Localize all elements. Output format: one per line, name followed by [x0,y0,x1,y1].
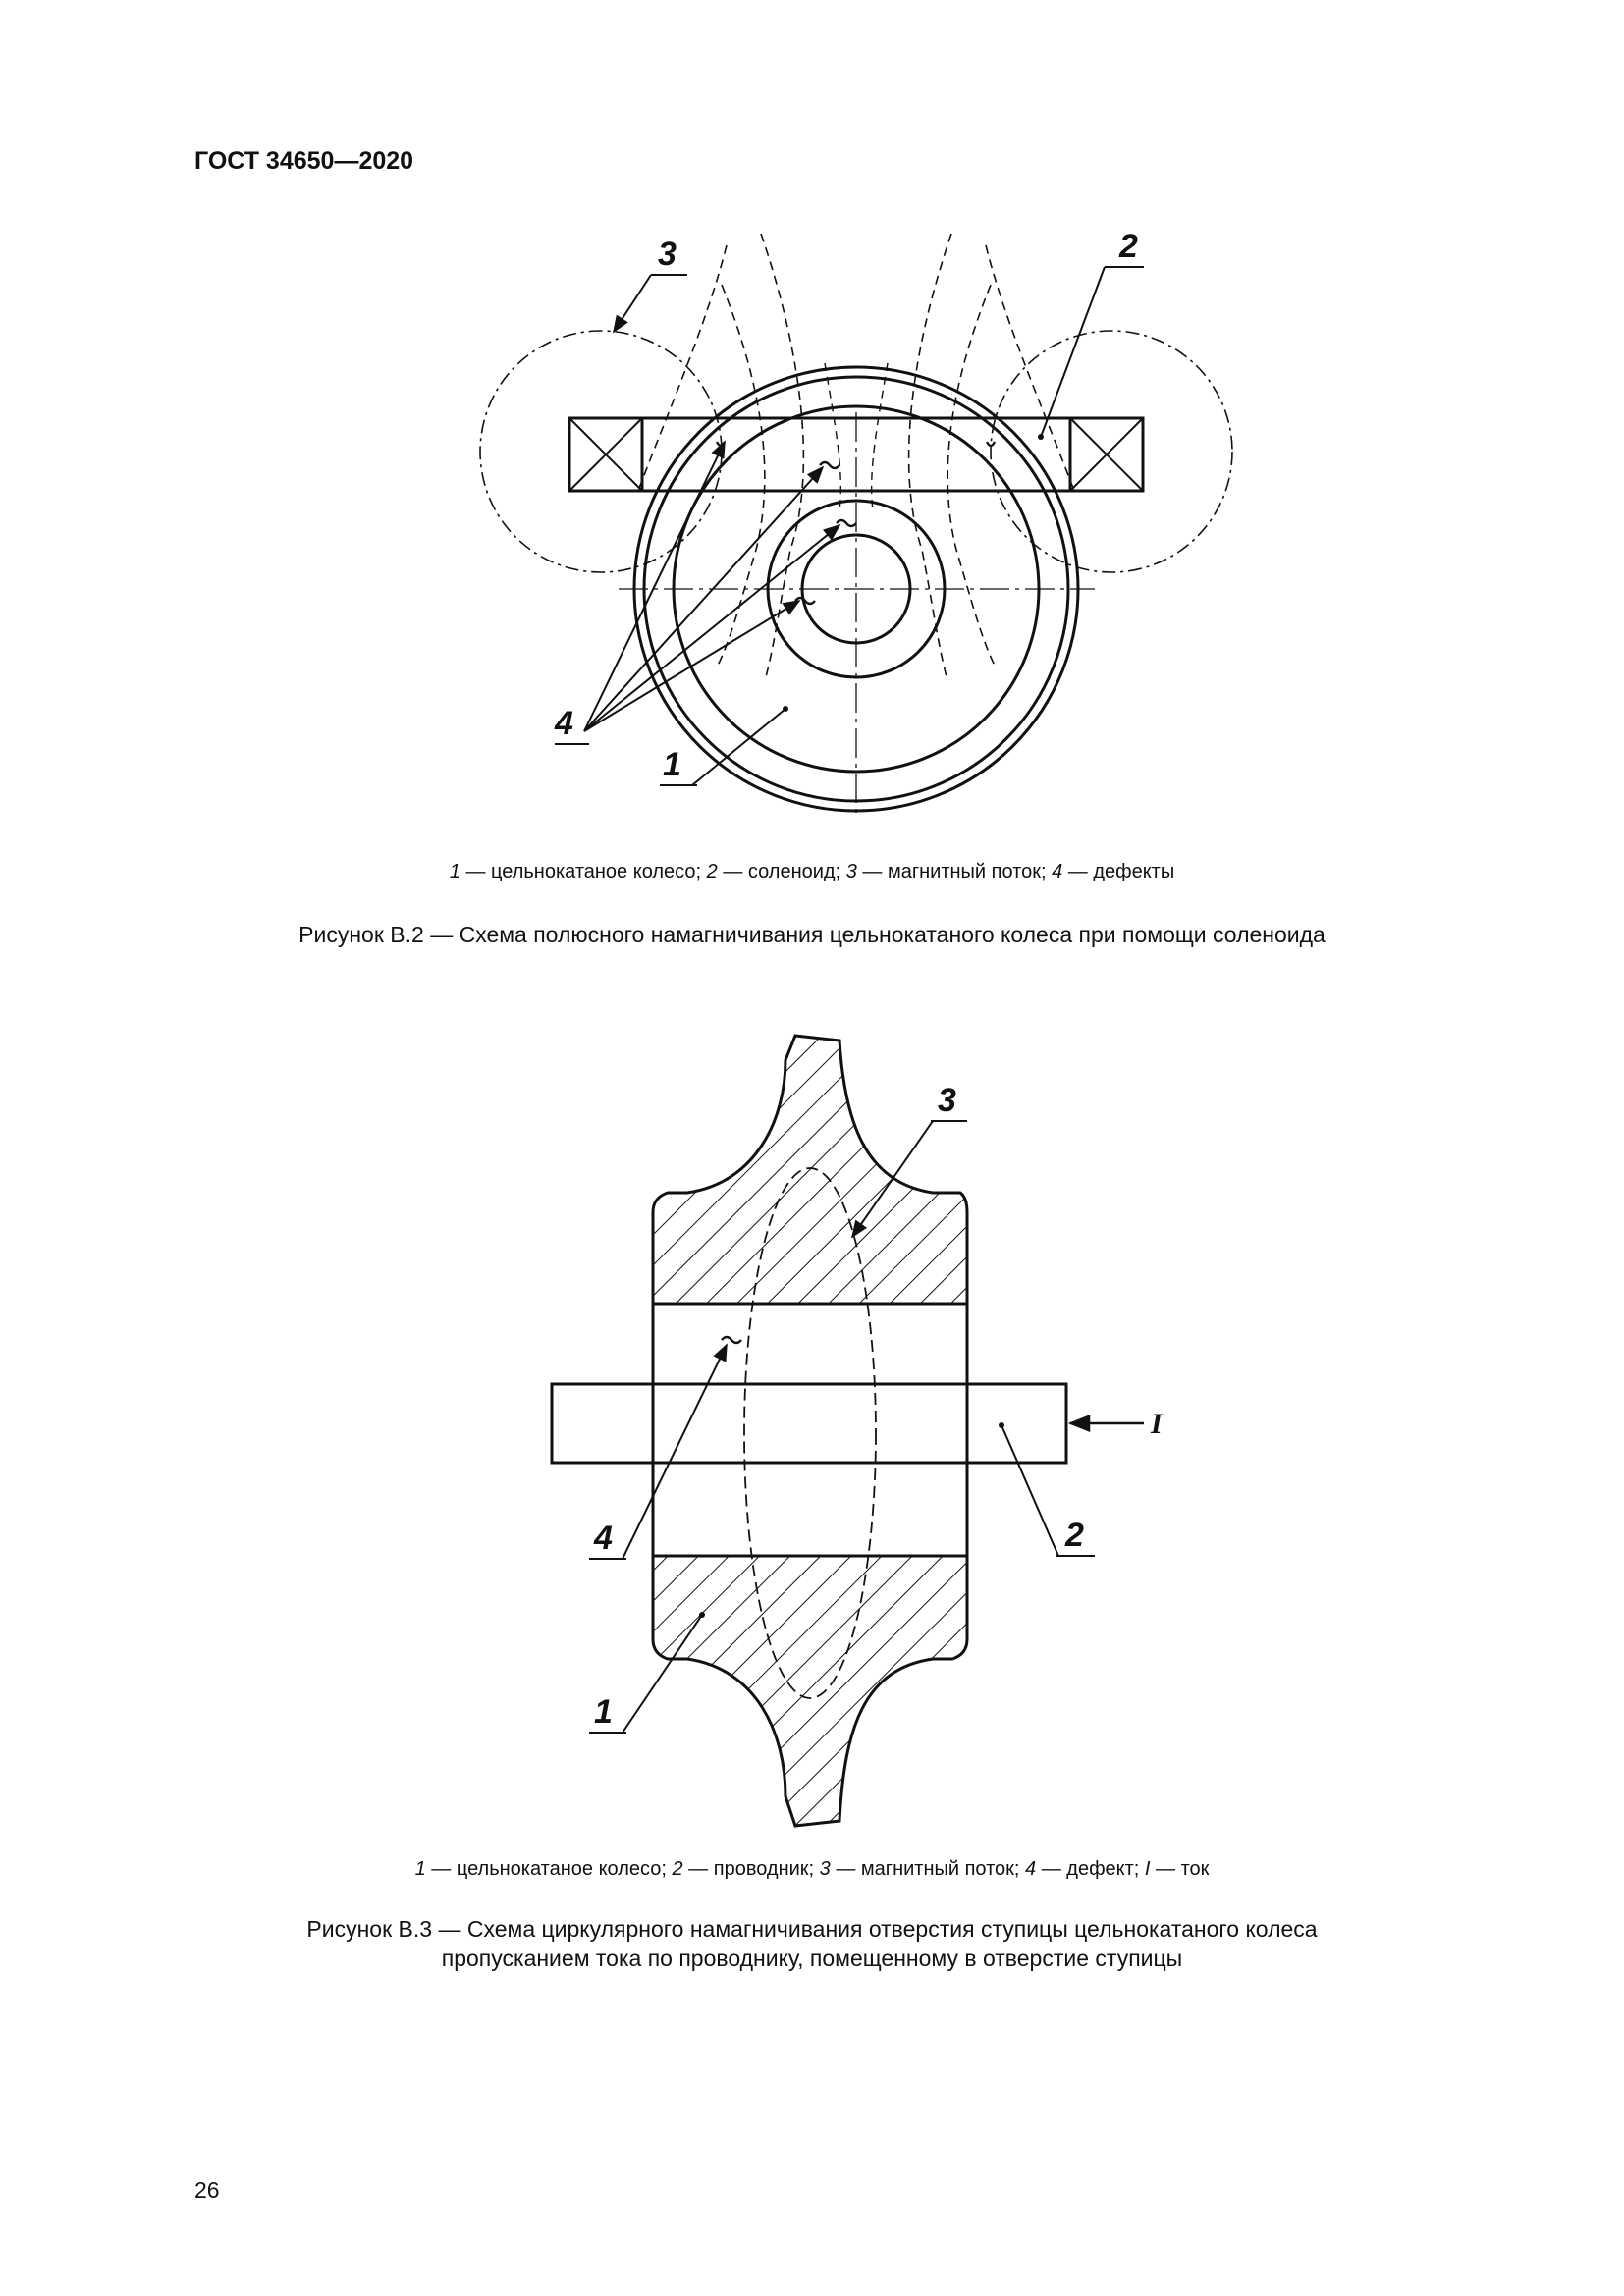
page-number: 26 [194,2177,220,2203]
wheel-section-bottom [653,1556,967,1826]
figure-b3-drawing [0,1001,1624,1845]
figure-b2-caption: Рисунок В.2 — Схема полюсного намагничивания цельнокатаного колеса при помощи соленоида [298,922,1326,947]
label-4: 4 [555,705,573,742]
label-1: 1 [663,746,681,783]
legend-num: 1 [414,1858,426,1880]
figure-b2-legend [0,861,1624,883]
legend-text: — цельнокатаное колесо; [425,1858,673,1880]
label-3: 3 [658,236,677,273]
legend-text: — ток [1150,1858,1210,1880]
flux-circle-right [991,331,1232,572]
legend-num: 4 [1025,1858,1037,1880]
label-1: 1 [594,1693,613,1731]
legend-text: — магнитный поток; [830,1858,1026,1880]
legend-num: 4 [1052,861,1063,882]
wheel-section-top [653,1036,967,1304]
caption-line-1: Рисунок В.3 — Схема циркулярного намагничивания отверстия ступицы цельнокатаного колеса [306,1916,1318,1942]
legend-num: 3 [819,1858,831,1880]
figure-b3-legend [0,1858,1624,1881]
figure-b3 [0,1001,1624,1845]
conductor [552,1384,1066,1463]
label-current: I [1151,1408,1163,1440]
legend-text: — цельнокатаное колесо; [460,861,707,882]
legend-num: I [1144,1858,1151,1880]
flux-circle-left [480,331,722,572]
legend-text: — соленоид; [717,861,846,882]
caption-line-2: пропусканием тока по проводнику, помещенному в отверстие ступицы [441,1946,1183,1971]
legend-num: 1 [449,861,460,882]
legend-num: 2 [706,861,718,882]
legend-text: — магнитный поток; [856,861,1053,882]
label-4: 4 [594,1520,613,1557]
legend-text: — дефекты [1062,861,1175,882]
legend-text: — проводник; [682,1858,820,1880]
label-2: 2 [1065,1517,1084,1554]
label-2: 2 [1119,228,1138,265]
label-3: 3 [938,1082,956,1119]
document-header: ГОСТ 34650—2020 [194,147,414,175]
figure-b2-drawing [0,0,1624,825]
figure-b2 [0,0,1624,825]
figure-b3-caption [0,1914,1624,1973]
legend-num: 2 [672,1858,683,1880]
legend-text: — дефект; [1036,1858,1145,1880]
legend-num: 3 [845,861,857,882]
